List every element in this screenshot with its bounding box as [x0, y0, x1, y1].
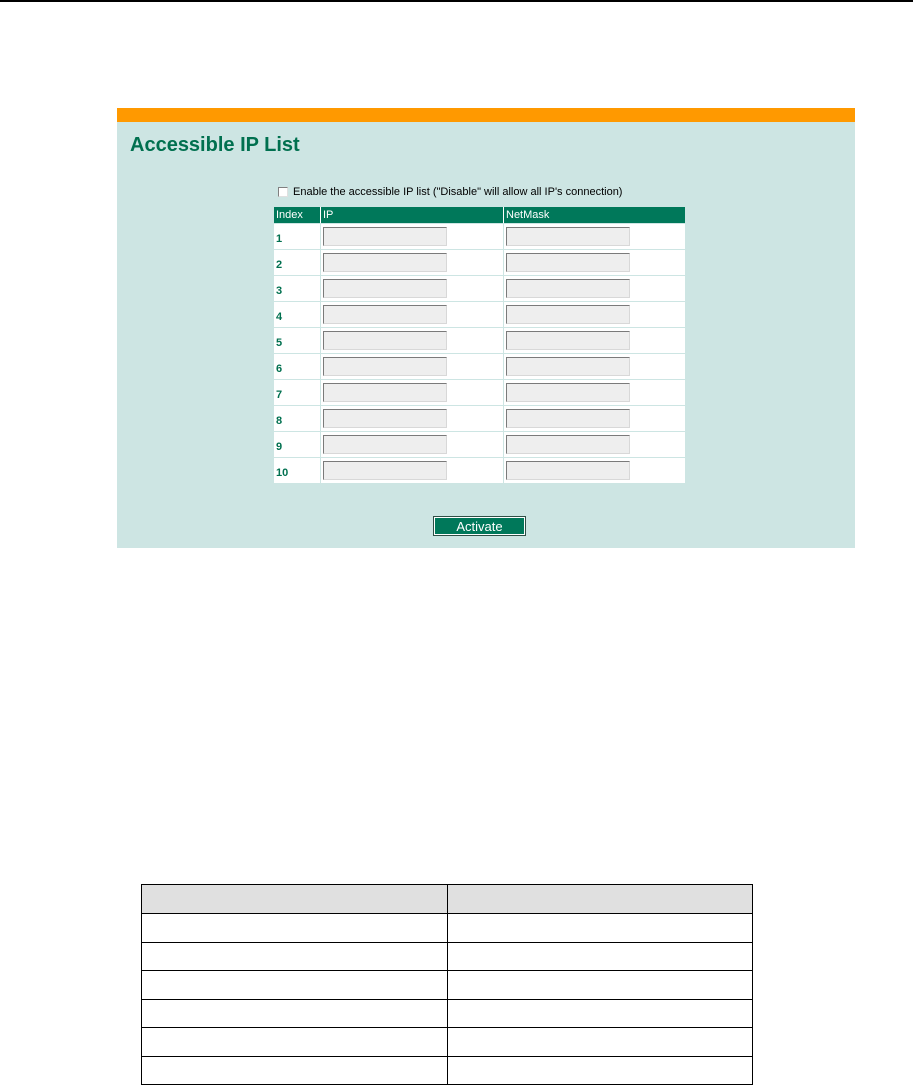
netmask-cell: [503, 353, 685, 379]
table-row: [274, 327, 685, 353]
accessible-ip-list-panel: [117, 108, 855, 548]
table-row: [274, 249, 685, 275]
row-index: 10: [274, 457, 320, 483]
table-row: [274, 405, 685, 431]
document-table-row: [142, 914, 753, 943]
table-row: [274, 223, 685, 249]
enable-checkbox-label: Enable the accessible IP list ("Disable" will allow all IP's connection): [293, 186, 623, 198]
document-table-cell: [142, 1028, 448, 1057]
ip-cell: [320, 275, 503, 301]
document-table-cell: [448, 1056, 753, 1085]
column-header-netmask: NetMask: [503, 207, 685, 223]
document-table-cell: [448, 999, 753, 1028]
row-index: 9: [274, 431, 320, 457]
netmask-input-8[interactable]: [506, 409, 630, 428]
netmask-cell: [503, 275, 685, 301]
row-index: 6: [274, 353, 320, 379]
panel-accent-bar: [117, 108, 855, 122]
netmask-cell: [503, 301, 685, 327]
netmask-cell: [503, 249, 685, 275]
netmask-input-2[interactable]: [506, 253, 630, 272]
column-header-index: Index: [274, 207, 320, 223]
ip-input-4[interactable]: [323, 305, 447, 324]
table-row: [274, 275, 685, 301]
ip-cell: [320, 379, 503, 405]
table-row: [274, 379, 685, 405]
enable-checkbox[interactable]: [278, 187, 288, 197]
netmask-input-6[interactable]: [506, 357, 630, 376]
ip-cell: [320, 431, 503, 457]
document-table-header-cell: [448, 885, 753, 914]
row-index: 4: [274, 301, 320, 327]
ip-input-2[interactable]: [323, 253, 447, 272]
netmask-input-1[interactable]: [506, 227, 630, 246]
ip-input-6[interactable]: [323, 357, 447, 376]
ip-input-3[interactable]: [323, 279, 447, 298]
document-table-cell: [448, 971, 753, 1000]
document-table: [141, 884, 753, 1085]
netmask-input-10[interactable]: [506, 461, 630, 480]
netmask-input-7[interactable]: [506, 383, 630, 402]
row-index: 1: [274, 223, 320, 249]
document-table-cell: [142, 942, 448, 971]
ip-input-5[interactable]: [323, 331, 447, 350]
document-table-cell: [448, 914, 753, 943]
ip-cell: [320, 327, 503, 353]
activate-button[interactable]: Activate: [434, 517, 525, 535]
ip-input-7[interactable]: [323, 383, 447, 402]
netmask-input-9[interactable]: [506, 435, 630, 454]
document-table-row: [142, 1056, 753, 1085]
netmask-cell: [503, 327, 685, 353]
netmask-cell: [503, 431, 685, 457]
netmask-cell: [503, 457, 685, 483]
row-index: 2: [274, 249, 320, 275]
ip-cell: [320, 301, 503, 327]
netmask-input-4[interactable]: [506, 305, 630, 324]
table-row: [274, 457, 685, 483]
row-index: 8: [274, 405, 320, 431]
netmask-cell: [503, 223, 685, 249]
document-table-row: [142, 971, 753, 1000]
table-row: [274, 301, 685, 327]
ip-input-9[interactable]: [323, 435, 447, 454]
ip-cell: [320, 405, 503, 431]
document-table-row: [142, 942, 753, 971]
page-title: Accessible IP List: [130, 134, 300, 156]
netmask-input-5[interactable]: [506, 331, 630, 350]
document-table-cell: [142, 1056, 448, 1085]
document-table-cell: [142, 971, 448, 1000]
ip-input-1[interactable]: [323, 227, 447, 246]
ip-cell: [320, 249, 503, 275]
document-table-cell: [448, 942, 753, 971]
document-table-header-row: [142, 885, 753, 914]
ip-cell: [320, 353, 503, 379]
column-header-ip: IP: [320, 207, 503, 223]
document-table-cell: [448, 1028, 753, 1057]
page-top-rule: [0, 0, 913, 2]
ip-cell: [320, 223, 503, 249]
enable-accessible-ip-list-toggle[interactable]: [278, 184, 622, 200]
ip-input-10[interactable]: [323, 461, 447, 480]
document-table-row: [142, 1028, 753, 1057]
table-row: [274, 431, 685, 457]
document-table-row: [142, 999, 753, 1028]
ip-input-8[interactable]: [323, 409, 447, 428]
netmask-input-3[interactable]: [506, 279, 630, 298]
document-table-header-cell: [142, 885, 448, 914]
table-header-row: [274, 207, 685, 223]
table-row: [274, 353, 685, 379]
ip-list-table: [274, 207, 685, 483]
document-table-cell: [142, 914, 448, 943]
document-table-cell: [142, 999, 448, 1028]
row-index: 5: [274, 327, 320, 353]
row-index: 7: [274, 379, 320, 405]
netmask-cell: [503, 379, 685, 405]
row-index: 3: [274, 275, 320, 301]
ip-cell: [320, 457, 503, 483]
netmask-cell: [503, 405, 685, 431]
